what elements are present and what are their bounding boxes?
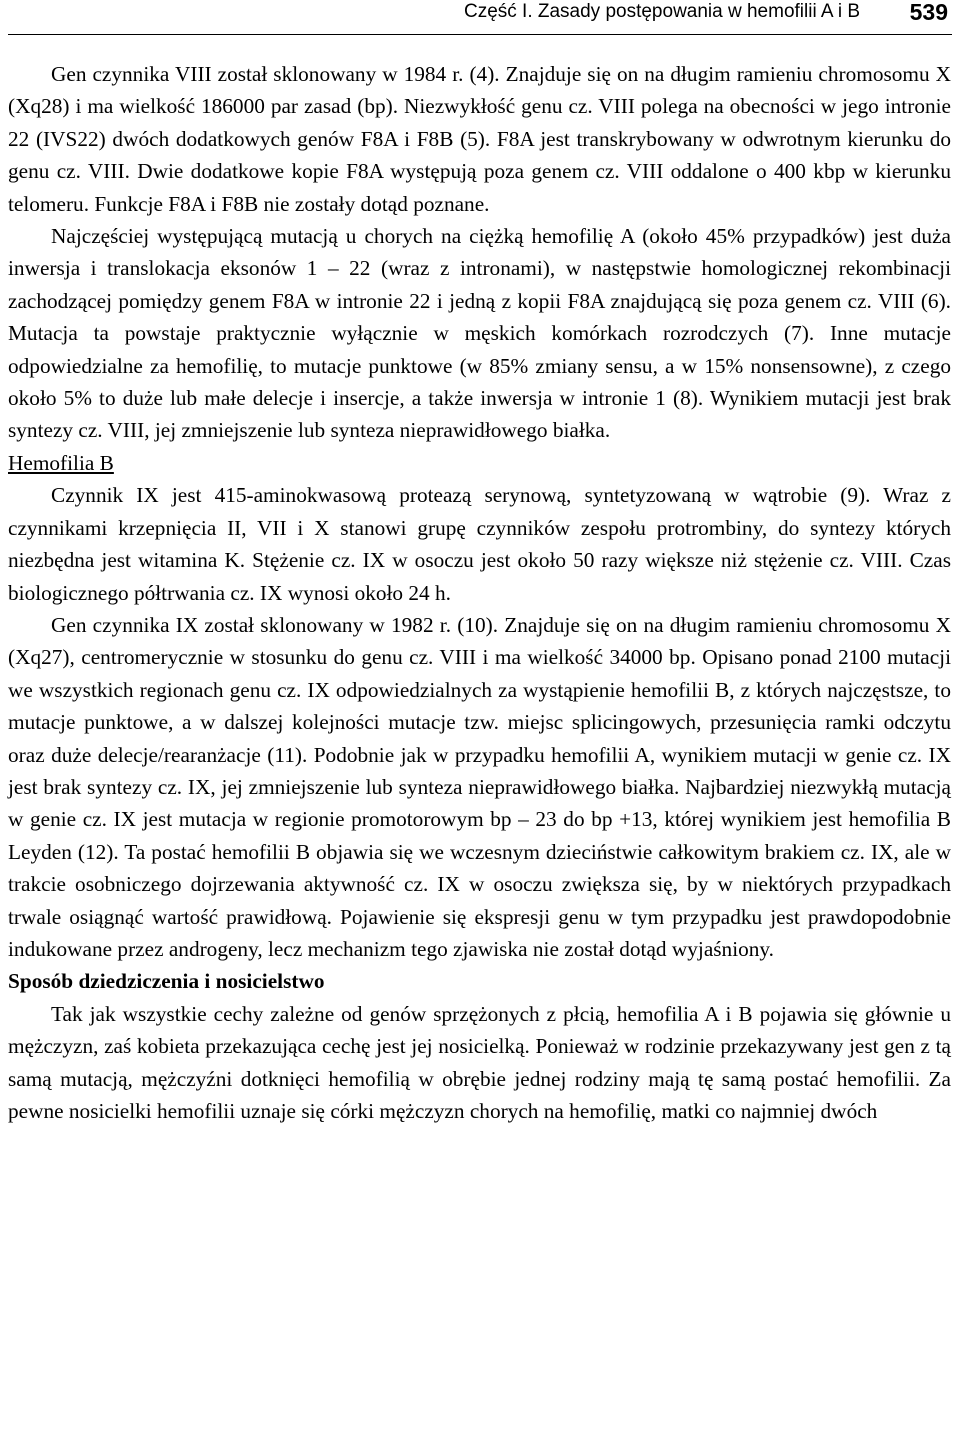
page-header	[8, 0, 952, 35]
paragraph-inheritance: Tak jak wszystkie cechy zależne od genów sprzężonych z płcią, hemofilia A i B pojawia się głównie u mężczyzn, zaś kobieta przekazująca cechę jest jej nosicielką. Ponieważ w rodzinie przekazywany jest gen z tą samą mutacją, mężczyźni dotknięci hemofilią w obrębie jednej rodziny mają tę samą postać hemofilii. Za pewne nosicielki hemofilii uznaje się córki mężczyzn chorych na hemofilię, matki co najmniej dwóch	[8, 1001, 951, 1123]
paragraph-f8-mutations: Najczęściej występującą mutacją u chorych na ciężką hemofilię A (około 45% przypadków) jest duża inwersja i translokacja eksonów 1 – 22 (wraz z intronami), w następstwie homologicznej rekombinacji zachodzącej pomiędzy genem F8A w intronie 22 i jedną z kopii F8A znajdującą się poza genem cz. VIII (6). Mutacja ta powstaje praktycznie wyłącznie w męskich komórkach rozrodczych (7). Inne mutacje odpowiedzialne za hemofilię, to mutacje punktowe (w 85% zmiany sensu, a w 15% nonsensowne), z czego około 5% to duże lub małe delecje i insercje, a także inwersja w intronie 1 (8). Wynikiem mutacji jest brak syntezy cz. VIII, jej zmniejszenie lub synteza nieprawidłowego białka.	[8, 224, 951, 443]
running-title: Część I. Zasady postępowania w hemofilii A i B	[463, 1, 860, 22]
paragraph-f8-gene: Gen czynnika VIII został sklonowany w 1984 r. (4). Znajduje się on na długim ramieniu chromosomu X (Xq28) i ma wielkość 186000 par zasad (bp). Niezwykłość genu cz. VIII polega na obecności w jego intronie 22 (IVS22) dwóch dodatkowych genów F8A i F8B (5). F8A jest transkrybowany w odwrotnym kierunku do genu cz. VIII. Dwie dodatkowe kopie F8A występują poza genem cz. VIII oddalone o 400 kbp w kierunku telomeru. Funkcje F8A i F8B nie zostały dotąd poznane.	[8, 62, 951, 216]
paragraph-factor-ix: Czynnik IX jest 415-aminokwasową proteazą serynową, syntetyzowaną w wątrobie (9). Wraz z czynnikami krzepnięcia II, VII i X stanowi grupę czynników zespołu protrombiny, do syntezy których niezbędna jest witamina K. Stężenie cz. IX w osoczu jest około 50 razy większe niż stężenie cz. VIII. Czas biologicznego półtrwania cz. IX wynosi około 24 h.	[8, 483, 951, 605]
body-text	[8, 58, 951, 1127]
paragraph-f9-gene: Gen czynnika IX został sklonowany w 1982 r. (10). Znajduje się on na długim ramieniu chromosomu X (Xq27), centromerycznie w stosunku do genu cz. VIII i ma wielkość 34000 bp. Opisano ponad 2100 mutacji we wszystkich regionach genu cz. IX odpowiedzialnych za wystąpienie hemofilii B, z których najczęstsze, to mutacje punktowe, a w dalszej kolejności mutacje tzw. miejsc splicingowych, przesunięcia ramki odczytu oraz duże delecje/rearanżacje (11). Podobnie jak w przypadku hemofilii A, wynikiem mutacji w genie cz. IX jest brak syntezy cz. IX, jej zmniejszenie lub synteza nieprawidłowego białka. Najbardziej niezwykłą mutacją w genie cz. IX jest mutacja w regionie promotorowym bp – 23 do bp +13, której wynikiem jest hemofilia B Leyden (12). Ta postać hemofilii B objawia się we wczesnym dzieciństwie całkowitym brakiem cz. IX, ale w trakcie osobniczego dojrzewania aktywność cz. IX w osoczu zwiększa się, by w niektórych przypadkach trwale osiągnąć wartość prawidłową. Pojawienie się ekspresji genu w tym przypadku jest prawdopodobnie indukowane przez androgeny, lecz mechanizm tego zjawiska nie został dotąd wyjaśniony.	[8, 612, 951, 961]
section-heading-hemophilia-b: Hemofilia B	[8, 450, 114, 475]
page-number: 539	[909, 0, 948, 25]
section-heading-inheritance: Sposób dziedziczenia i nosicielstwo	[8, 969, 325, 994]
